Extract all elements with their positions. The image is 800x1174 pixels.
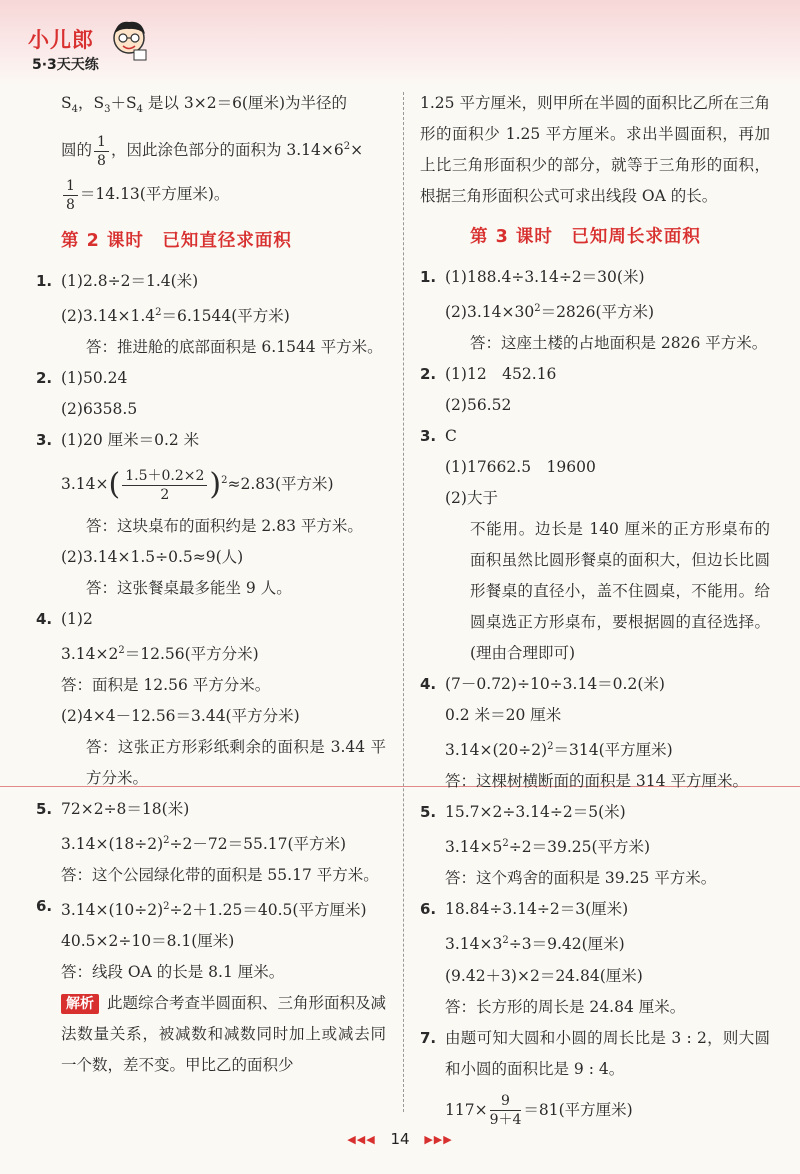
left-arrows-icon: ◀◀◀ [347, 1133, 376, 1146]
answer-3: 3. (1)20 厘米＝0.2 米 [36, 431, 200, 450]
answer-r5: 5. 15.7×2÷3.14÷2＝5(米) [420, 803, 626, 822]
answer-6: 6. $3.14\times(10\div 2)^2\div 2+1.25=40.5$(平方厘米) [36, 896, 367, 920]
analysis-tag: 解析 [61, 994, 99, 1014]
right-arrows-icon: ▶▶▶ [424, 1133, 453, 1146]
series-name: 5·3天天练 [32, 57, 99, 73]
answer-1: 1. (1)2.8÷2＝1.4(米) [36, 272, 199, 291]
mascot-icon [108, 18, 150, 64]
section-title-3: 第 3 课时 已知周长求面积 [470, 227, 701, 247]
section-title-2: 第 2 课时 已知直径求面积 [61, 231, 292, 252]
answer-r7: 7. 由题可知大圆和小圆的周长比是 3 : 2，则大圆和小圆的面积比是 9 : 4。 [420, 1028, 770, 1078]
answer-r1: 1. (1)188.4÷3.14÷2＝30(米) [420, 268, 645, 286]
answer-r3: 3. C [420, 427, 457, 446]
brand-logo: 小儿郎 [28, 28, 94, 52]
answer-4: 4. (1)2 [36, 609, 93, 628]
answer-5: 5. 72×2÷8＝18(米) [36, 799, 190, 818]
page-footer [0, 1130, 800, 1148]
page-header [0, 0, 800, 85]
analysis-continued: 1.25 平方厘米，则甲所在半圆的面积比乙所在三角形的面积少 1.25 平方厘米。求出半圆面积，再加上比三角形面积少的部分，就等于三角形的面积，根据三角形面积公式可求出线段 OA 的长。 [420, 94, 770, 205]
intro-line-3: $\frac{1}{8}$ ＝14.13(平方厘米)。 [36, 172, 386, 216]
answer-2: 2. (1)50.24 [36, 369, 128, 388]
answer-r4: 4. (7－0.72)÷10÷3.14＝0.2(米) [420, 675, 665, 694]
answer-r6: 6. 18.84÷3.14÷2＝3(厘米) [420, 900, 629, 919]
answer-r2: 2. (1)12 452.16 [420, 365, 557, 384]
analysis: 解析 此题综合考查半圆面积、三角形面积及减法数量关系，被减数和减数同时加上或减去同一个数，差不变。甲比乙的面积少 [61, 994, 387, 1075]
left-column: $S_4$，$S_3+S_4$ 是以 3×2＝6(厘米)为半径的 圆的 $\frac{1}{8}$ ，因此涂色部分的面积为 $3.14\times 6^2\times$ $\frac{1}{8}$ ＝14.13(平方厘米)。 第 2 课时 已知直径求面积 1. (1)2.8÷2＝1.4(米) $(2)3.14\times 1.4^2=6.1544$(平方米) 答：推进舱的底部面积是 6.1544 平方米。 2. (1)50.24 (2)6358.5 3. (1)20 厘米＝0.2 米 3.14×( $\frac{1.5+0.2\times 2}{2}$ )$^2$≈2.83(平方米) 答：这块桌布的面积约是 2.83 平方米。 (2)3.14×1.5÷0.5≈9(人) 答：这张餐桌最多能坐 9 人。 4. (1)2 $3.14\times 2^2=12.56$(平方分米) 答：面积是 12.56 平方分米。 (2)4×4－12.56＝3.44(平方分米) 答：这张正方形彩纸剩余的面积是 3.44 平方分米。 5. 72×2÷8＝18(米) $3.14\times(18\div 2)^2\div 2-72=55.17$(平方米) 答：这个公园绿化带的面积是 55.17 平方米。 6. $3.14\times(10\div 2)^2\div 2+1.25=40.5$(平方厘米) 40.5×2÷10＝8.1(厘米) 答：线段 OA 的长是 8.1 厘米。 解析 此题综合考查半圆面积、三角形面积及减法数量关系，被减数和减数同时加上或减去同一个数，差不变。甲比乙的面积少 [36, 88, 386, 1081]
intro-line-1: $S_4$，$S_3+S_4$ 是以 3×2＝6(厘米)为半径的 [61, 94, 348, 116]
right-column: 1.25 平方厘米，则甲所在半圆的面积比乙所在三角形的面积少 1.25 平方厘米。求出半圆面积，再加上比三角形面积少的部分，就等于三角形的面积，根据三角形面积公式可求出线段 OA 的长。 第 3 课时 已知周长求面积 1. (1)188.4÷3.14÷2＝30(米) $(2)3.14\times 30^2=2826$(平方米) 答：这座土楼的占地面积是 2826 平方米。 2. (1)12 452.16 (2)56.52 3. C (1)17662.5 19600 (2)大于 不能用。边长是 140 厘米的正方形桌布的面积虽然比圆形餐桌的面积大，但边长比圆形餐桌的直径小，盖不住圆桌，不能用。给圆桌选正方形桌布，要根据圆的直径选择。(理由合理即可) 4. (7－0.72)÷10÷3.14＝0.2(米) 0.2 米＝20 厘米 $3.14\times(20\div 2)^2=314$(平方厘米) 答：这棵树横断面的面积是 314 平方厘米。 5. 15.7×2÷3.14÷2＝5(米) $3.14\times 5^2\div 2=39.25$(平方米) 答：这个鸡舍的面积是 39.25 平方米。 6. 18.84÷3.14÷2＝3(厘米) $3.14\times 3^2\div 3=9.42$(厘米) (9.42＋3)×2＝24.84(厘米) 答：长方形的周长是 24.84 厘米。 7. 由题可知大圆和小圆的周长比是 3 : 2，则大圆和小圆的面积比是 9 : 4。 117× $\frac{9}{9+4}$ ＝81(平方厘米) [420, 88, 770, 1135]
page-number: 14 [390, 1130, 410, 1148]
intro-line-2: 圆的 $\frac{1}{8}$ ，因此涂色部分的面积为 $3.14\times 6^2\times$ [61, 133, 364, 169]
column-divider [403, 92, 404, 1112]
